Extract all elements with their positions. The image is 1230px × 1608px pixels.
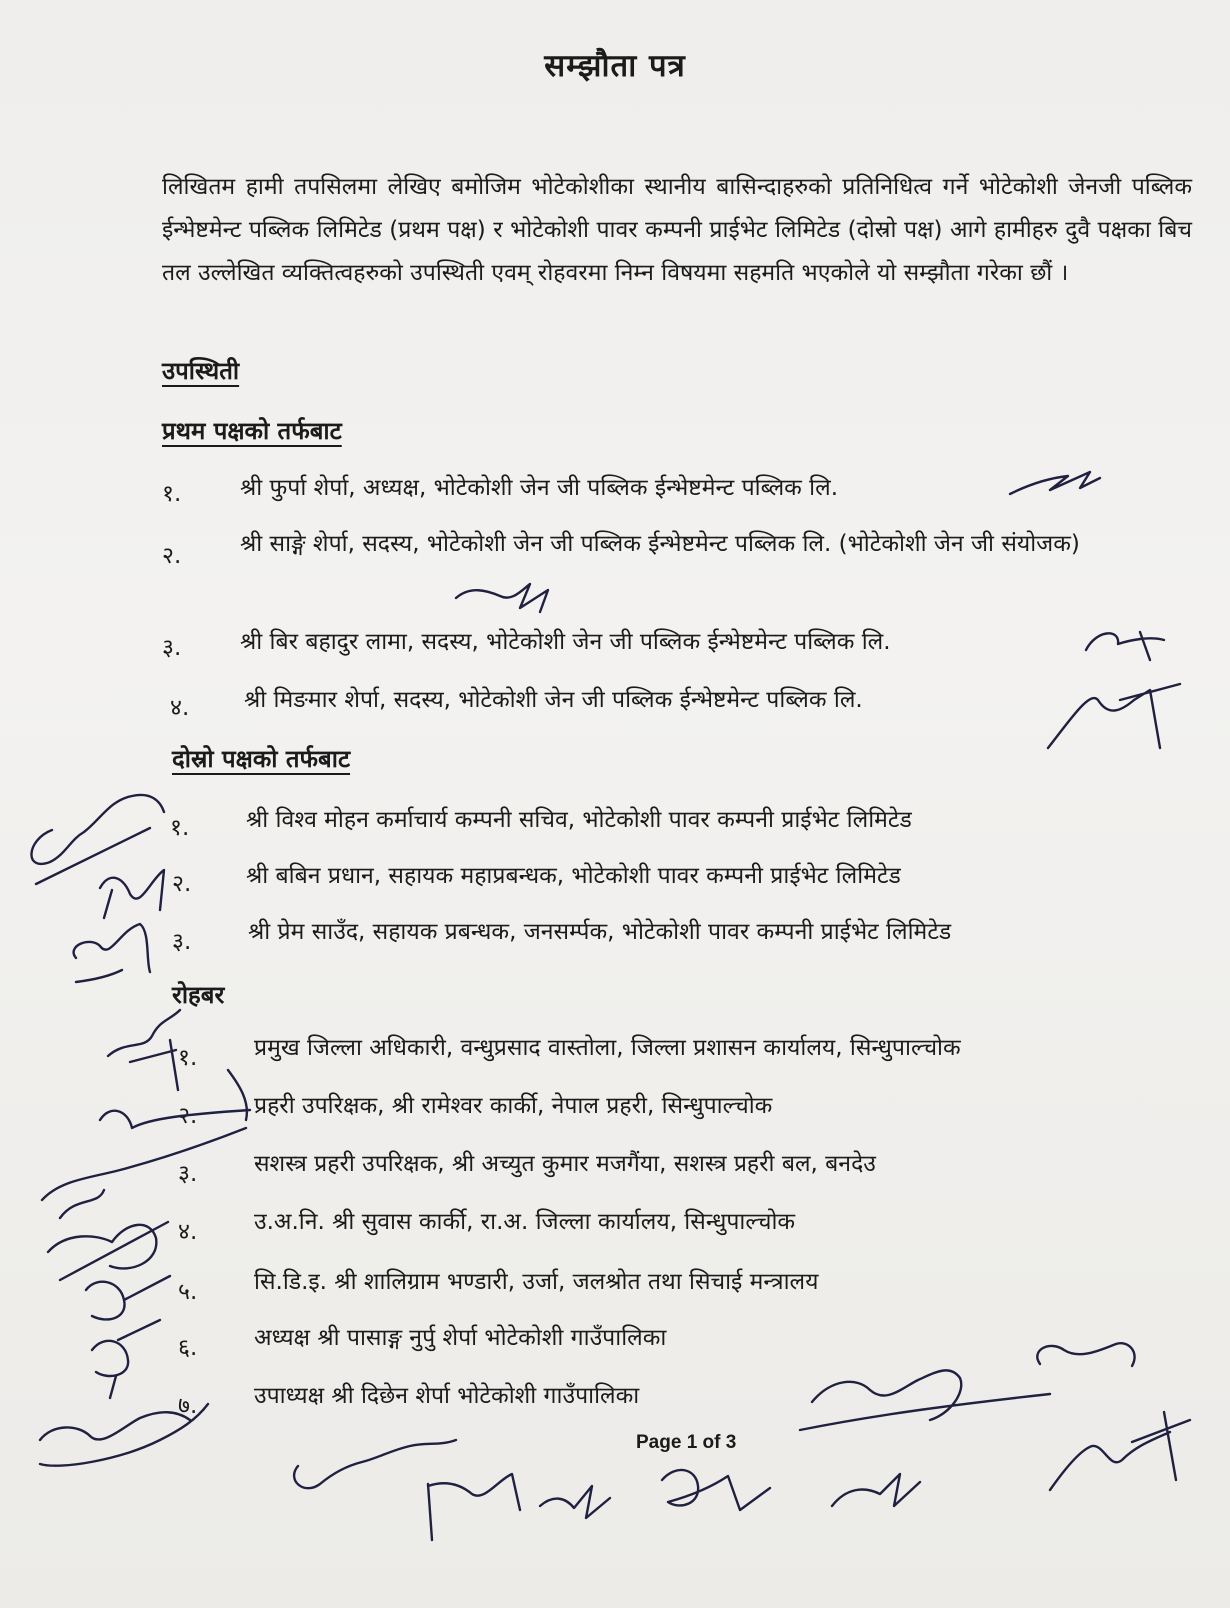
first-party-item-number: ३.	[162, 635, 182, 661]
second-party-heading: दोस्रो पक्षको तर्फबाट	[172, 745, 351, 773]
witness-item: सि.डि.इ. श्री शालिग्राम भण्डारी, उर्जा, जलश्रोत तथा सिचाई मन्त्रालय	[254, 1269, 819, 1295]
signature-mark	[800, 1370, 1050, 1430]
first-party-item: श्री फुर्पा शेर्पा, अध्यक्ष, भोटेकोशी जेन जी पब्लिक ईन्भेष्टमेन्ट पब्लिक लि.	[240, 475, 839, 501]
witness-item-number: ३.	[178, 1161, 198, 1187]
second-party-item-number: १.	[170, 815, 190, 841]
signature-mark	[42, 1128, 246, 1218]
second-party-item: श्री बबिन प्रधान, सहायक महाप्रबन्धक, भोटेकोशी पावर कम्पनी प्राईभेट लिमिटेड	[246, 863, 901, 889]
first-party-item-number: ४.	[170, 695, 190, 721]
witness-item-number: ४.	[178, 1219, 198, 1245]
witness-item-number: ७.	[178, 1393, 198, 1419]
intro-paragraph: लिखितम हामी तपसिलमा लेखिए बमोजिम भोटेकोशीका स्थानीय बासिन्दाहरुको प्रतिनिधित्व गर्ने भोटेकोशी जेनजी पब्लिक ईन्भेष्टमेन्ट पब्लिक लिमिटेड (प्रथम पक्ष) र भोटेकोशी पावर कम्पनी प्राईभेट लिमिटेड (दोस्रो पक्ष) आगे हामीहरु दुवै पक्षका बिच तल उल्लेखित व्यक्तित्वहरुको उपस्थिती एवम् रोहवरमा निम्न विषयमा सहमति भएकोले यो सम्झौता गरेका छौं ।	[162, 174, 1192, 286]
first-party-heading: प्रथम पक्षको तर्फबाट	[162, 417, 342, 445]
signature-mark	[1048, 684, 1180, 748]
signature-mark	[1010, 472, 1100, 494]
first-party-item: श्री बिर बहादुर लामा, सदस्य, भोटेकोशी जेन जी पब्लिक ईन्भेष्टमेन्ट पब्लिक लि.	[240, 629, 891, 655]
second-party-item: श्री प्रेम साउँद, सहायक प्रबन्धक, जनसर्म्पक, भोटेकोशी पावर कम्पनी प्राईभेट लिमिटेड	[248, 919, 952, 945]
signature-mark	[92, 1320, 160, 1398]
first-party-item: श्री साङ्गे शेर्पा, सदस्य, भोटेकोशी जेन जी पब्लिक ईन्भेष्टमेन्ट पब्लिक लि. (भोटेकोशी जेन जी संयोजक)	[240, 531, 1080, 557]
first-party-item-number: १.	[162, 481, 182, 507]
first-party-item: श्री मिङमार शेर्पा, सदस्य, भोटेकोशी जेन जी पब्लिक ईन्भेष्टमेन्ट पब्लिक लि.	[244, 687, 863, 713]
signature-mark	[428, 1474, 520, 1540]
second-party-item-number: २.	[172, 871, 192, 897]
signature-mark	[100, 1070, 250, 1128]
page-number: Page 1 of 3	[636, 1432, 737, 1453]
witness-item-number: ६.	[178, 1335, 198, 1361]
signature-mark	[456, 584, 548, 612]
signature-mark	[86, 1276, 170, 1319]
second-party-item: श्री विश्व मोहन कर्माचार्य कम्पनी सचिव, भोटेकोशी पावर कम्पनी प्राईभेट लिमिटेड	[246, 807, 912, 833]
witness-item: प्रहरी उपरिक्षक, श्री रामेश्वर कार्की, नेपाल प्रहरी, सिन्धुपाल्चोक	[254, 1093, 773, 1119]
signature-mark	[540, 1486, 610, 1518]
document-title: सम्झौता पत्र	[544, 48, 686, 84]
witness-item-number: २.	[178, 1103, 198, 1129]
witness-item: उपाध्यक्ष श्री दिछेन शेर्पा भोटेकोशी गाउँपालिका	[254, 1383, 640, 1409]
witness-item: प्रमुख जिल्ला अधिकारी, वन्धुप्रसाद वास्तोला, जिल्ला प्रशासन कार्यालय, सिन्धुपाल्चोक	[254, 1035, 961, 1061]
signature-mark	[832, 1474, 920, 1506]
witness-item: सशस्त्र प्रहरी उपरिक्षक, श्री अच्युत कुमार मजगैंया, सशस्त्र प्रहरी बल, बनदेउ	[254, 1151, 876, 1177]
witness-item-number: ५.	[178, 1279, 198, 1305]
signature-mark	[1037, 1343, 1134, 1366]
signature-mark	[108, 1010, 180, 1090]
signature-mark	[662, 1470, 770, 1510]
attendance-heading: उपस्थिती	[162, 357, 240, 385]
signature-mark	[1050, 1412, 1190, 1490]
signature-mark	[74, 924, 150, 982]
witness-item: उ.अ.नि. श्री सुवास कार्की, रा.अ. जिल्ला कार्यालय, सिन्धुपाल्चोक	[254, 1209, 796, 1235]
signature-mark	[31, 795, 164, 884]
signature-mark	[48, 1222, 168, 1280]
second-party-item-number: ३.	[172, 929, 192, 955]
signature-mark	[1086, 632, 1164, 660]
witness-item-number: १.	[178, 1045, 198, 1071]
witness-item: अध्यक्ष श्री पासाङ्ग नुर्पु शेर्पा भोटेकोशी गाउँपालिका	[254, 1325, 667, 1351]
witness-heading: रोहबर	[172, 981, 225, 1009]
signature-mark	[100, 870, 164, 918]
signature-mark	[294, 1440, 456, 1488]
first-party-item-number: २.	[162, 543, 182, 569]
